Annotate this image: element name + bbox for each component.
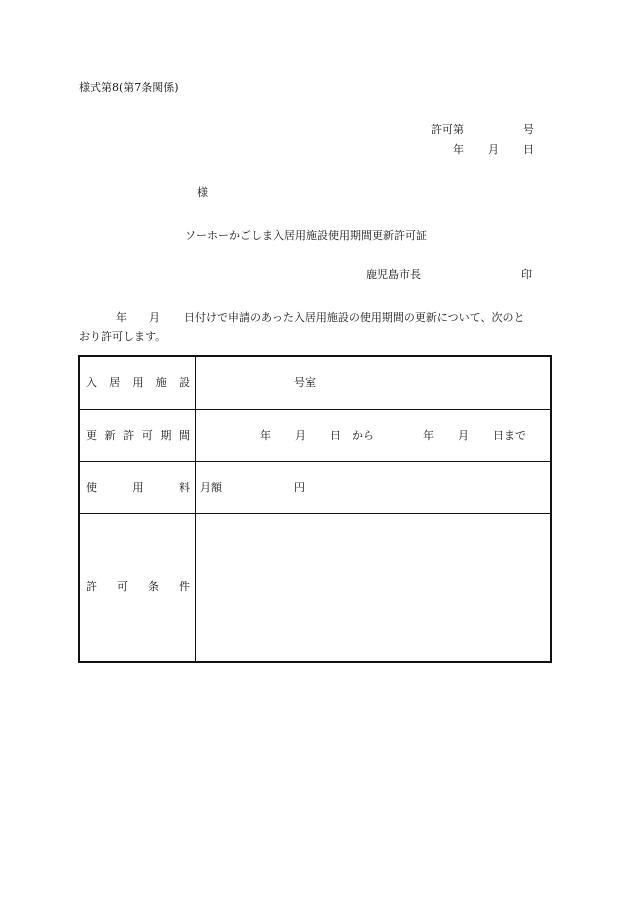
body-month: 月: [149, 311, 160, 324]
renewal-period-label: 更 新 許 可 期 間: [86, 429, 190, 442]
issuer-name: 鹿児島市長: [366, 268, 421, 281]
addressee-suffix: 様: [197, 186, 208, 199]
table-row-facility: [80, 357, 550, 410]
from-word: から: [352, 429, 374, 442]
body-line-1: 日付けで申請のあった入居用施設の使用期間の更新について、次のと: [184, 311, 525, 324]
issuer-seal: 印: [521, 268, 532, 281]
from-month: 月: [295, 429, 306, 442]
body-line-2: おり許可します。: [79, 330, 167, 343]
to-month: 月: [458, 429, 469, 442]
fee-monthly-label: 月額: [200, 481, 222, 494]
conditions-label: 許 可 条 件: [86, 580, 190, 593]
issue-date-month: 月: [488, 143, 499, 156]
to-year: 年: [423, 429, 434, 442]
facility-room-suffix: 号室: [294, 376, 316, 389]
renewal-period-label-cell: [80, 410, 196, 461]
table-row-fee: [80, 462, 550, 514]
fee-label-cell: [80, 462, 196, 513]
facility-label: 入 居 用 施 設: [86, 376, 190, 389]
form-reference: 様式第8(第7条関係): [79, 81, 179, 94]
table-row-conditions: [80, 514, 550, 661]
fee-label: 使 用 料: [86, 481, 190, 494]
from-year: 年: [260, 429, 271, 442]
to-day: 日まで: [493, 429, 526, 442]
permit-number-suffix: 号: [523, 123, 534, 136]
table-row-renewal-period: [80, 410, 550, 462]
from-day: 日: [330, 429, 341, 442]
facility-label-cell: [80, 357, 196, 409]
body-year: 年: [116, 311, 127, 324]
issue-date-day: 日: [523, 143, 534, 156]
fee-yen: 円: [294, 481, 305, 494]
document-title: ソーホーかごしま入居用施設使用期間更新許可証: [185, 229, 427, 242]
issue-date-year: 年: [453, 143, 464, 156]
permit-number-prefix: 許可第: [431, 123, 464, 136]
permit-table: [78, 355, 552, 663]
conditions-label-cell: [80, 514, 196, 661]
